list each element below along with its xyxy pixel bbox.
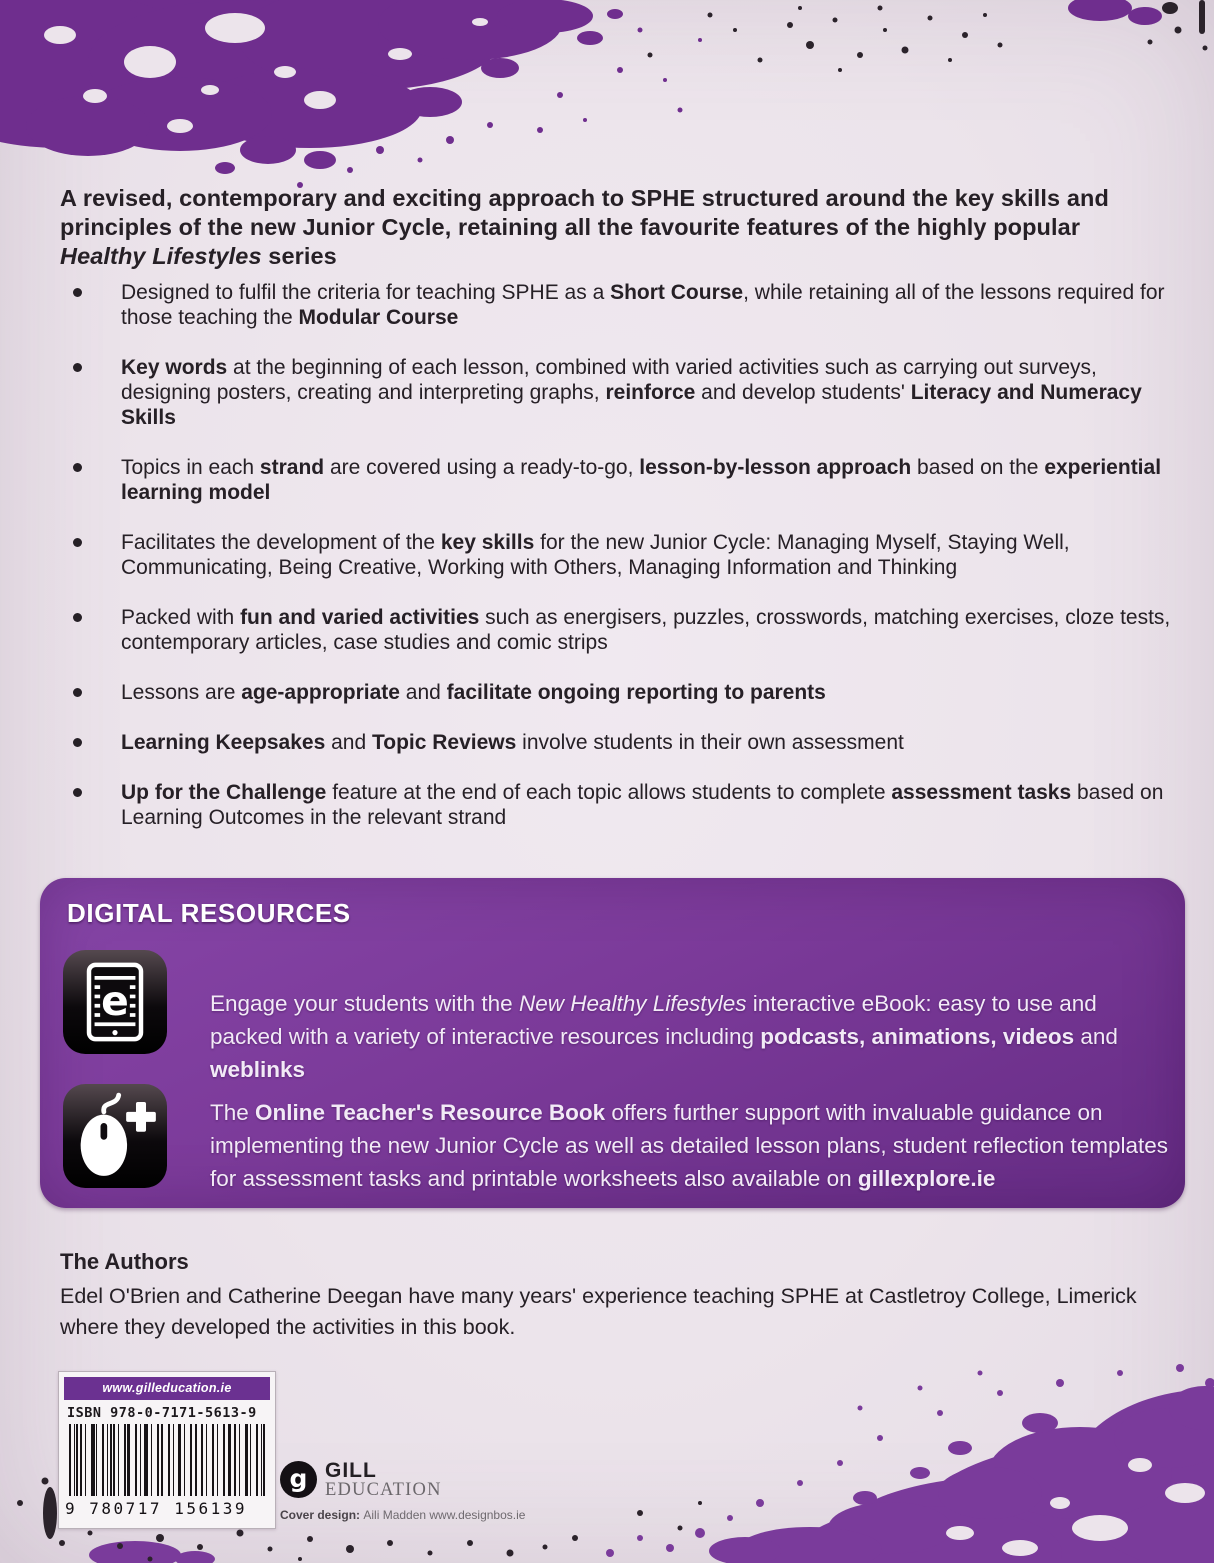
authors-body: Edel O'Brien and Catherine Deegan have many years' experience teaching SPHE at Castletroy College, Limerick where they developed the activities in this book. — [60, 1284, 1137, 1339]
feature-item-short-course — [72, 280, 1180, 330]
teacher-resource-description: The Online Teacher's Resource Book offers further support with invaluable guidance on implementing the new Junior Cycle as well as detailed lesson plans, student reflection templates for assessment tasks and printable worksheets also available on gillexplore.ie — [210, 1099, 1169, 1191]
feature-item-strand — [72, 455, 1180, 505]
feature-item-key-skills — [72, 530, 1180, 580]
feature-text: Packed with fun and varied activities such as energisers, puzzles, crosswords, matching exercises, cloze tests, contemporary articles, case studies and comic strips — [121, 606, 1171, 654]
feature-text: Up for the Challenge feature at the end of each topic allows students to complete assessment tasks based on Learning Outcomes in the relevant strand — [121, 781, 1164, 829]
mouse-plus-icon — [63, 1081, 167, 1191]
barcode-sticker — [58, 1371, 276, 1529]
panel-title: DIGITAL RESOURCES — [67, 898, 351, 928]
bullet-icon — [73, 288, 82, 297]
authors-heading: The Authors — [60, 1249, 189, 1274]
feature-item-keepsakes — [72, 730, 1180, 755]
bullet-icon — [73, 463, 82, 472]
bullet-icon — [73, 688, 82, 697]
feature-item-age-appropriate — [72, 680, 1180, 705]
svg-text:e: e — [101, 977, 129, 1025]
publisher-name: GILL — [325, 1459, 377, 1482]
features-list — [72, 280, 1180, 855]
intro-paragraph: A revised, contemporary and exciting approach to SPHE structured around the key skills and principles of the new Junior Cycle, retaining all the favourite features of the highly popular Healthy Lifestyles series — [60, 184, 1109, 269]
publisher-website: www.gilleducation.ie — [64, 1377, 270, 1400]
bullet-icon — [73, 363, 82, 372]
feature-text: Topics in each strand are covered using a ready-to-go, lesson-by-lesson approach based on the experiential learning model — [121, 456, 1162, 504]
feature-item-challenge — [72, 780, 1180, 830]
feature-text: Facilitates the development of the key skills for the new Junior Cycle: Managing Myself, Staying Well, Communicating, Being Creative, Working with Others, Managing Information and Thinking — [121, 531, 1070, 579]
ebook-description: Engage your students with the New Healthy Lifestyles interactive eBook: easy to use and packed with a variety of interactive resources including podcasts, animations, videos and weblinks — [210, 990, 1118, 1082]
feature-item-key-words — [72, 355, 1180, 430]
bullet-icon — [73, 738, 82, 747]
digital-resources-panel — [40, 878, 1185, 1208]
publisher-subname: EDUCATION — [325, 1480, 442, 1500]
bullet-icon — [73, 613, 82, 622]
gill-logo-mark: g — [280, 1461, 317, 1498]
feature-item-activities — [72, 605, 1180, 655]
ebook-icon — [63, 950, 167, 1054]
barcode-number: 9 780717 156139 — [65, 1499, 247, 1518]
authors-section — [60, 1248, 1175, 1343]
barcode — [69, 1424, 265, 1496]
feature-text: Learning Keepsakes and Topic Reviews involve students in their own assessment — [121, 731, 904, 754]
cover-credit: Cover design: Aili Madden www.designbos.ie — [280, 1508, 526, 1522]
feature-text: Key words at the beginning of each lesson, combined with varied activities such as carrying out surveys, designing posters, creating and interpreting graphs, reinforce and develop students' Literacy and Numeracy Skills — [121, 356, 1142, 429]
feature-text: Lessons are age-appropriate and facilitate ongoing reporting to parents — [121, 681, 826, 704]
bullet-icon — [73, 538, 82, 547]
isbn-label: ISBN 978-0-7171-5613-9 — [67, 1405, 257, 1421]
feature-text: Designed to fulfil the criteria for teaching SPHE as a Short Course, while retaining all of the lessons required for those teaching the Modular Course — [121, 281, 1165, 329]
bullet-icon — [73, 788, 82, 797]
